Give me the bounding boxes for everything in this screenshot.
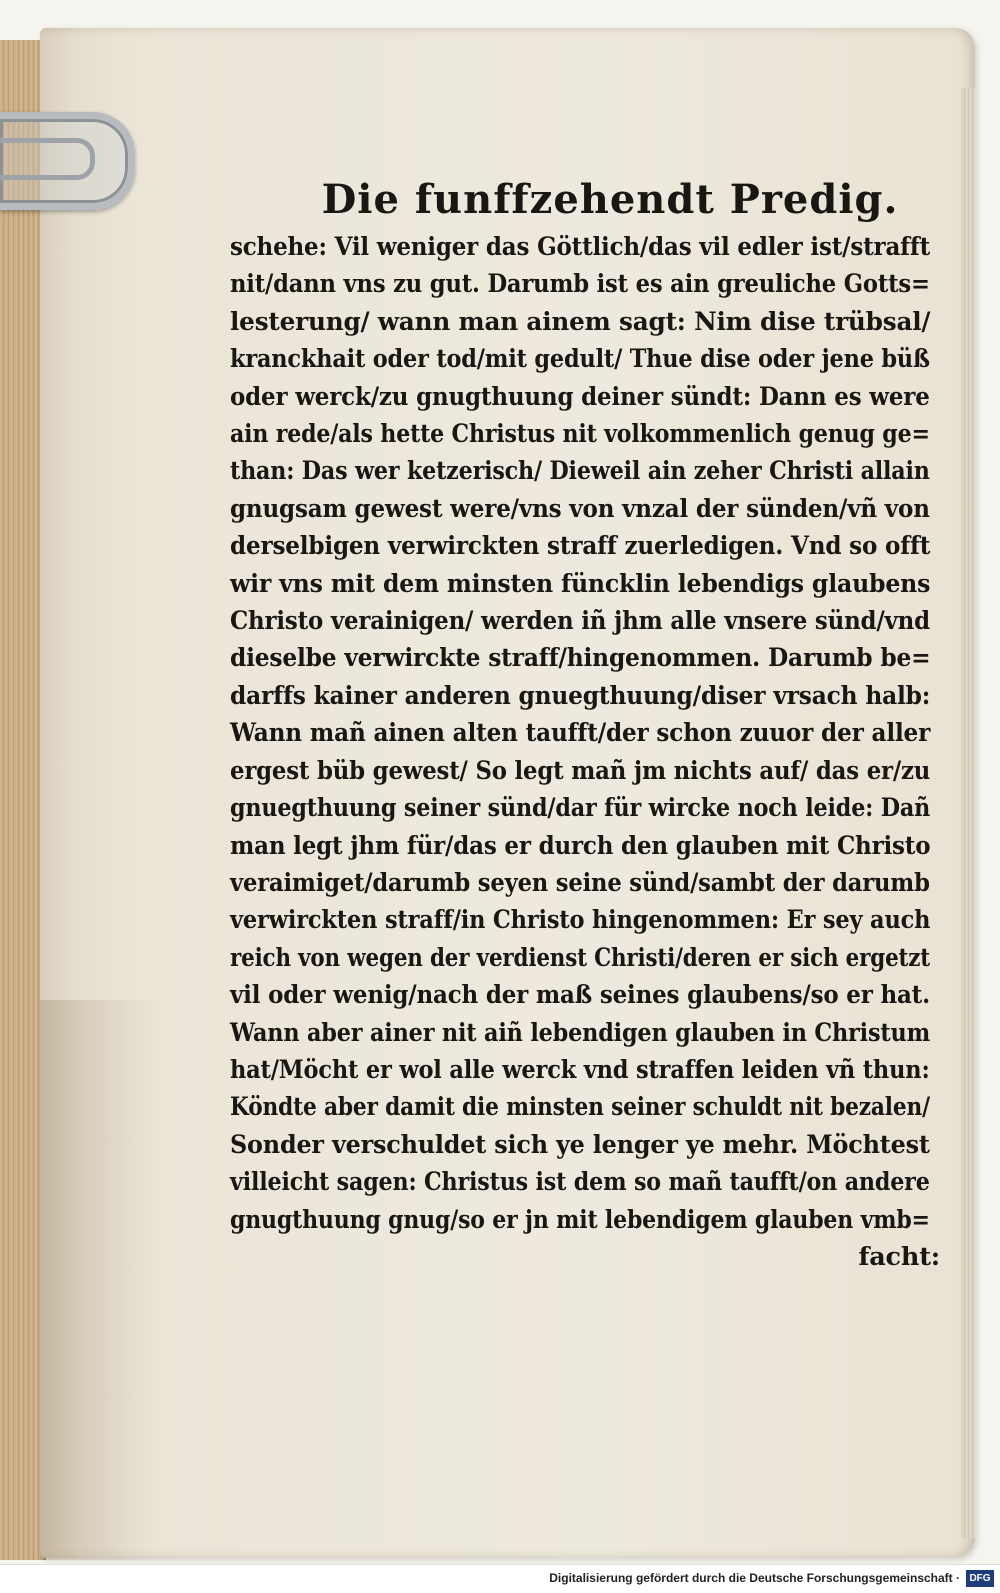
text-line: Christo verainigen/ werden iñ jhm alle vnsere sünd/vnd — [230, 606, 930, 637]
text-line: verwirckten straff/in Christo hingenommen: Er sey auch — [230, 905, 931, 936]
text-line: gnugsam gewest were/vns von vnzal der sünden/vñ von — [230, 493, 930, 524]
text-line: gnugthuung gnug/so er jn mit lebendigem glauben vmb= — [230, 1204, 930, 1235]
page-curve-shadow — [40, 1000, 160, 1560]
text-line: wir vns mit dem minsten füncklin lebendigs glaubens — [230, 568, 931, 599]
text-line: Sonder verschuldet sich ye lenger ye mehr. Möchtest — [230, 1129, 930, 1160]
text-line: ain rede/als hette Christus nit volkommenlich genug ge= — [230, 419, 930, 450]
text-line: darffs kainer anderen gnuegthuung/diser vrsach halb: — [230, 680, 931, 711]
text-line: hat/Möcht er wol alle werck vnd straffen leiden vñ thun: — [230, 1054, 930, 1085]
dfg-logo: DFG — [966, 1570, 994, 1587]
text-line: vil oder wenig/nach der maß seines glaubens/so er hat. — [230, 980, 930, 1011]
funding-notice: Digitalisierung gefördert durch die Deutsche Forschungsgemeinschaft · — [549, 1571, 960, 1585]
text-line: Wann aber ainer nit aiñ lebendigen glauben in Christum — [230, 1017, 931, 1048]
text-line: than: Das wer ketzerisch/ Dieweil ain zeher Christi allain — [230, 456, 930, 487]
text-line: oder werck/zu gnugthuung deiner sündt: Dann es were — [230, 381, 930, 412]
catchword: facht: — [858, 1241, 940, 1272]
text-line: schehe: Vil weniger das Göttlich/das vil edler ist/strafft — [230, 232, 931, 262]
text-lines — [230, 229, 950, 1239]
text-line: derselbigen verwirckten straff zuerledigen. Vnd so offt — [230, 531, 931, 562]
text-line: gnuegthuung seiner sünd/dar für wircke noch leide: Dañ — [230, 793, 931, 824]
text-line: veraimiget/darumb seyen seine sünd/sambt der darumb — [230, 867, 930, 898]
text-line: Köndte aber damit die minsten seiner schuldt nit bezalen/ — [230, 1092, 930, 1123]
text-line: lesterung/ wann man ainem sagt: Nim dise trübsal/ — [230, 306, 931, 337]
text-line: reich von wegen der verdienst Christi/deren er sich ergetzt — [230, 942, 931, 973]
text-line: nit/dann vns zu gut. Darumb ist es ain greuliche Gotts= — [230, 269, 930, 300]
text-line: kranckhait oder tod/mit gedult/ Thue dise oder jene büß — [230, 344, 930, 375]
running-header: Die funffzehendt Predig. — [321, 176, 899, 223]
page-text — [230, 176, 950, 1276]
text-line: ergest büb gewest/ So legt mañ jm nichts auf/ das er/zu — [230, 755, 931, 786]
paper-clip-inner-loop — [0, 138, 95, 180]
text-line: Wann mañ ainen alten taufft/der schon zuuor der aller — [230, 718, 931, 749]
text-line: dieselbe verwirckte straff/hingenommen. Darumb be= — [230, 643, 931, 674]
text-line: man legt jhm für/das er durch den glauben mit Christo — [230, 830, 931, 861]
footer-bar — [0, 1564, 1000, 1593]
page-fore-edge — [961, 88, 975, 1538]
text-line: villeicht sagen: Christus ist dem so mañ taufft/on andere — [230, 1167, 930, 1198]
